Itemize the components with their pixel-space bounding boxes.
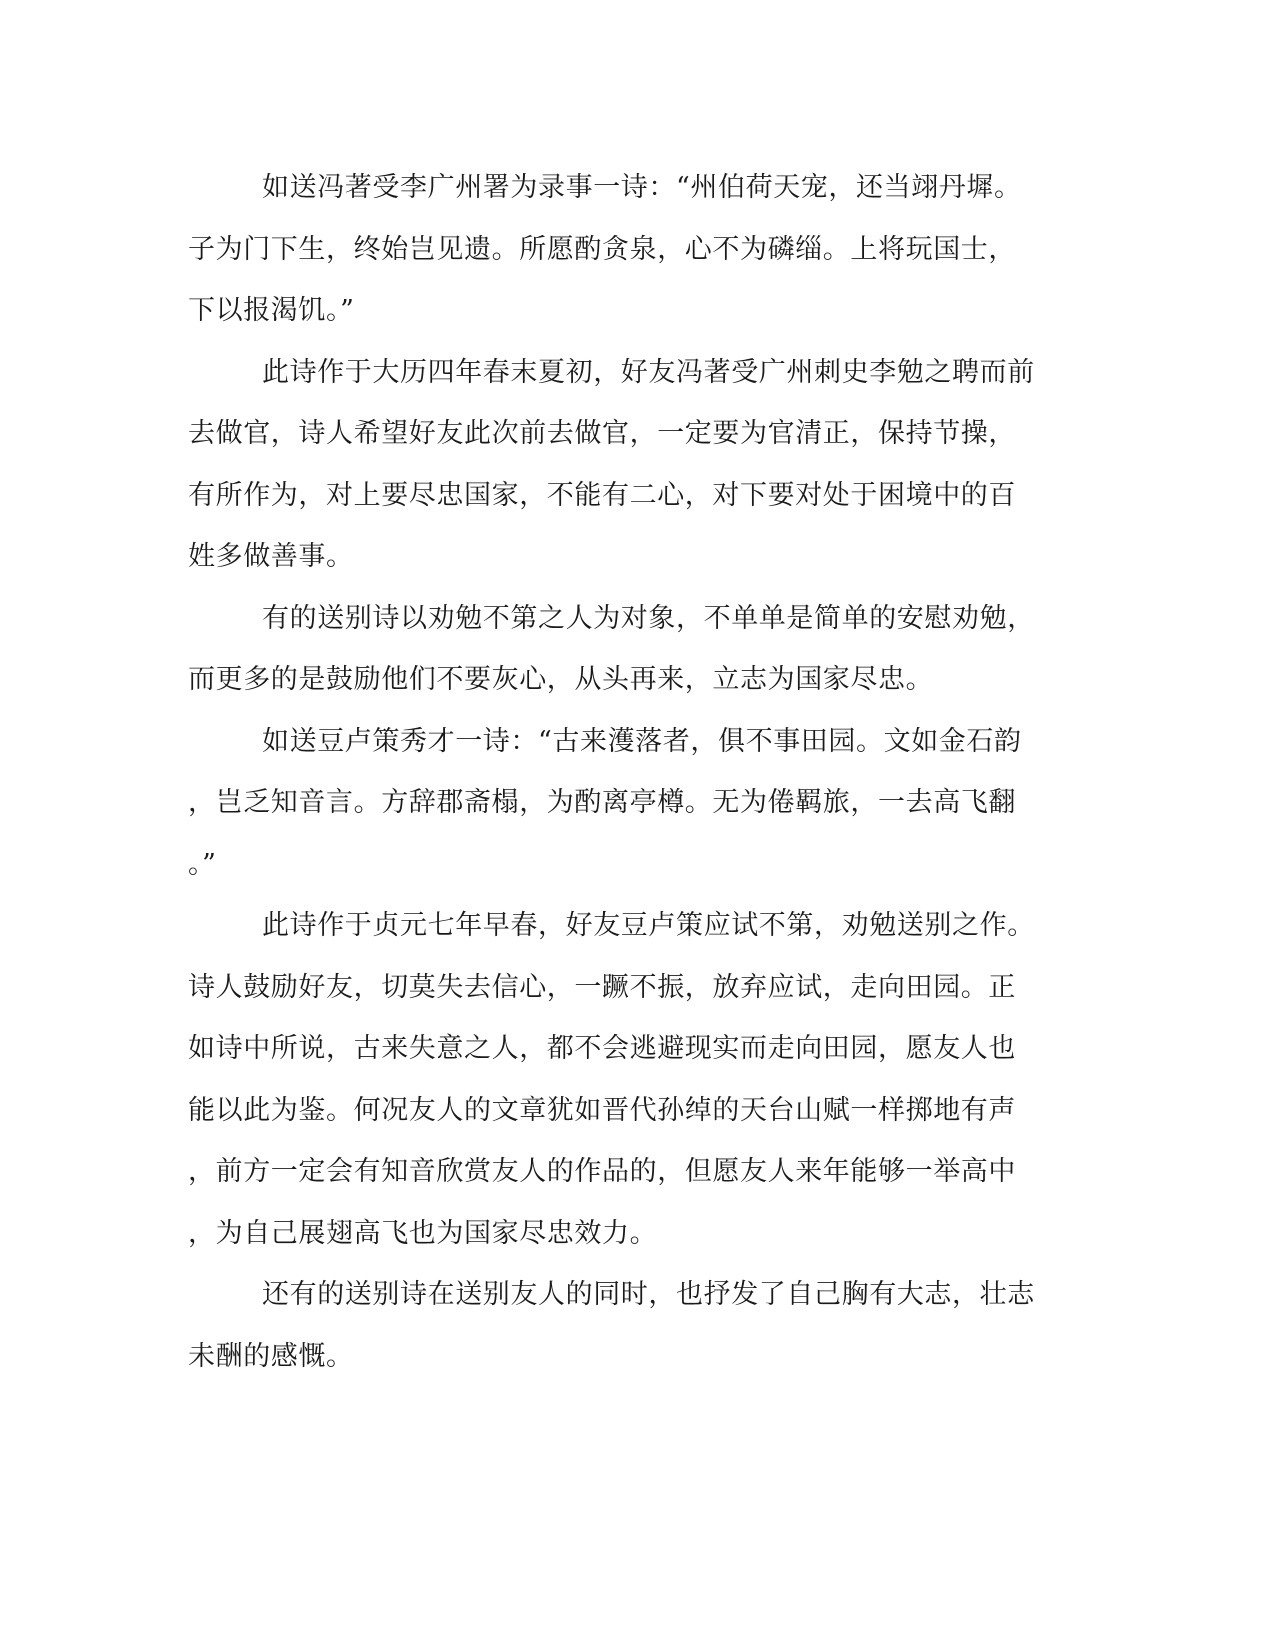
text-line: 。”	[188, 848, 217, 880]
text-line: 如诗中所说，古来失意之人，都不会逃避现实而走向田园，愿友人也	[188, 1033, 1016, 1064]
text-line: 能以此为鉴。何况友人的文章犹如晋代孙绰的天台山赋一样掷地有声	[188, 1094, 1016, 1126]
text-line: 如送冯著受李广州署为录事一诗：“州伯荷天宠，还当翊丹墀。	[262, 172, 1022, 203]
text-line: 而更多的是鼓励他们不要灰心，从头再来，立志为国家尽忠。	[188, 664, 934, 695]
text-line: 诗人鼓励好友，切莫失去信心，一蹶不振，放弃应试，走向田园。正	[188, 971, 1016, 1003]
text-line: ，前方一定会有知音欣赏友人的作品的，但愿友人来年能够一举高中	[188, 1156, 1016, 1187]
text-line: ，岂乏知音言。方辞郡斋榻，为酌离亭樽。无为倦羁旅，一去高飞翻	[188, 787, 1016, 818]
text-line: 未酬的感慨。	[188, 1340, 354, 1372]
body-text	[188, 157, 1068, 1387]
text-line: 去做官，诗人希望好友此次前去做官，一定要为官清正，保持节操，	[188, 418, 1016, 449]
text-line: 如送豆卢策秀才一诗：“古来濩落者，俱不事田园。文如金石韵	[262, 725, 1022, 757]
text-line: 还有的送别诗在送别友人的同时，也抒发了自己胸有大志，壮志	[262, 1279, 1035, 1310]
text-line: 姓多做善事。	[188, 541, 354, 572]
text-line: 此诗作于大历四年春末夏初，好友冯著受广州刺史李勉之聘而前	[262, 356, 1035, 388]
text-line: 此诗作于贞元七年早春，好友豆卢策应试不第，劝勉送别之作。	[262, 910, 1035, 941]
text-line: 下以报渴饥。”	[188, 295, 355, 326]
text-line: ，为自己展翅高飞也为国家尽忠效力。	[188, 1217, 658, 1249]
text-line: 子为门下生，终始岂见遗。所愿酌贪泉，心不为磷缁。上将玩国士，	[188, 233, 1016, 265]
text-line: 有的送别诗以劝勉不第之人为对象，不单单是简单的安慰劝勉，	[262, 602, 1035, 634]
text-line: 有所作为，对上要尽忠国家，不能有二心，对下要对处于困境中的百	[188, 479, 1016, 511]
